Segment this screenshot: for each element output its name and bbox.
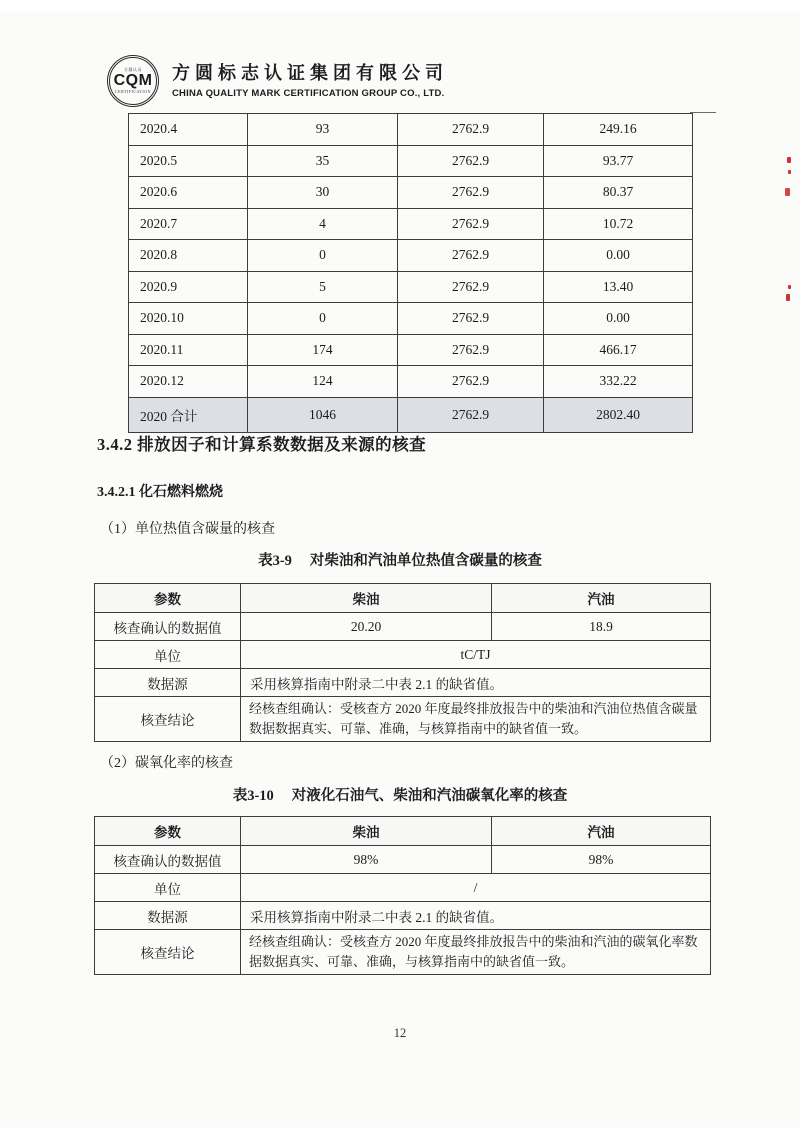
monthly-table-body — [129, 114, 693, 433]
col-header-diesel: 柴油 — [241, 584, 492, 613]
monthly-row — [129, 366, 693, 398]
list-item-2-heading: （2）碳氧化率的核查 — [100, 756, 233, 771]
row-label: 核查结论 — [95, 697, 241, 742]
row-label: 核查结论 — [95, 930, 241, 975]
monthly-cell: 2020.9 — [129, 271, 248, 303]
source-value: 采用核算指南中附录二中表 2.1 的缺省值。 — [241, 902, 711, 930]
monthly-cell: 0.00 — [544, 240, 693, 272]
scan-edge — [0, 0, 800, 12]
cqm-logo-icon — [107, 55, 159, 107]
col-header-diesel: 柴油 — [241, 817, 492, 846]
table-row — [95, 641, 711, 669]
col-header-gasoline: 汽油 — [492, 584, 711, 613]
monthly-row — [129, 334, 693, 366]
monthly-cell: 93.77 — [544, 145, 693, 177]
table-3-10 — [94, 816, 711, 975]
monthly-cell: 2020.11 — [129, 334, 248, 366]
col-header-param: 参数 — [95, 817, 241, 846]
monthly-cell: 2802.40 — [544, 397, 693, 432]
table-row — [95, 613, 711, 641]
monthly-row — [129, 145, 693, 177]
company-header — [172, 59, 448, 99]
monthly-cell: 2020.10 — [129, 303, 248, 335]
source-value: 采用核算指南中附录二中表 2.1 的缺省值。 — [241, 669, 711, 697]
conclusion-value: 经核查组确认：受核查方 2020 年度最终排放报告中的柴油和汽油位热值含碳量数据数据真实、可靠、准确，与核算指南中的缺省值一致。 — [241, 697, 711, 742]
monthly-cell: 2762.9 — [398, 114, 544, 146]
monthly-cell: 249.16 — [544, 114, 693, 146]
monthly-cell: 2020 合计 — [129, 397, 248, 432]
monthly-cell: 2020.12 — [129, 366, 248, 398]
table-row — [95, 846, 711, 874]
monthly-cell: 30 — [248, 177, 398, 209]
monthly-row — [129, 177, 693, 209]
monthly-row — [129, 271, 693, 303]
scan-line-artifact — [690, 112, 716, 113]
logo-text: CQM — [113, 72, 153, 89]
monthly-cell: 2762.9 — [398, 334, 544, 366]
monthly-cell: 10.72 — [544, 208, 693, 240]
monthly-cell: 2020.6 — [129, 177, 248, 209]
monthly-cell: 2020.5 — [129, 145, 248, 177]
monthly-cell: 332.22 — [544, 366, 693, 398]
monthly-cell: 2020.7 — [129, 208, 248, 240]
table-3-10-number: 表3-10 — [232, 788, 274, 804]
table-3-9-grid — [94, 583, 711, 742]
row-label: 核查确认的数据值 — [95, 846, 241, 874]
table-row — [95, 669, 711, 697]
monthly-cell: 2020.4 — [129, 114, 248, 146]
monthly-cell: 2762.9 — [398, 303, 544, 335]
row-label: 数据源 — [95, 902, 241, 930]
subsection-heading-3-4-2-1: 3.4.2.1 化石燃料燃烧 — [97, 485, 223, 500]
monthly-cell: 1046 — [248, 397, 398, 432]
col-header-gasoline: 汽油 — [492, 817, 711, 846]
monthly-cell: 2762.9 — [398, 271, 544, 303]
monthly-cell: 174 — [248, 334, 398, 366]
table-row — [95, 584, 711, 613]
monthly-row — [129, 303, 693, 335]
unit-value: tC/TJ — [241, 641, 711, 669]
monthly-cell: 2762.9 — [398, 397, 544, 432]
monthly-cell: 0.00 — [544, 303, 693, 335]
value-gasoline: 98% — [492, 846, 711, 874]
table-row — [95, 902, 711, 930]
monthly-cell: 124 — [248, 366, 398, 398]
logo-bottom-text: CERTIFICATION — [114, 89, 152, 94]
monthly-row — [129, 114, 693, 146]
value-gasoline: 18.9 — [492, 613, 711, 641]
table-row — [95, 930, 711, 975]
monthly-row — [129, 208, 693, 240]
monthly-cell: 0 — [248, 303, 398, 335]
monthly-data-table — [128, 113, 693, 433]
table-3-10-caption — [0, 784, 800, 805]
monthly-cell: 13.40 — [544, 271, 693, 303]
row-label: 单位 — [95, 641, 241, 669]
monthly-cell: 4 — [248, 208, 398, 240]
company-name-cn: 方圆标志认证集团有限公司 — [172, 63, 448, 83]
row-label: 单位 — [95, 874, 241, 902]
table-3-9-title: 对柴油和汽油单位热值含碳量的核查 — [309, 553, 542, 569]
monthly-cell: 35 — [248, 145, 398, 177]
monthly-row — [129, 240, 693, 272]
monthly-cell: 0 — [248, 240, 398, 272]
red-stamp-artifact — [787, 157, 791, 163]
table-row — [95, 697, 711, 742]
red-stamp-artifact — [785, 188, 790, 196]
section-heading-3-4-2: 3.4.2 排放因子和计算系数数据及来源的核查 — [97, 435, 427, 454]
row-label: 核查确认的数据值 — [95, 613, 241, 641]
table-3-9-number: 表3-9 — [258, 553, 292, 569]
value-diesel: 20.20 — [241, 613, 492, 641]
monthly-table — [128, 113, 693, 433]
company-name-en: CHINA QUALITY MARK CERTIFICATION GROUP CO., LTD. — [172, 88, 445, 99]
table-row — [95, 817, 711, 846]
monthly-cell: 2762.9 — [398, 208, 544, 240]
list-item-1-heading: （1）单位热值含碳量的核查 — [100, 522, 275, 537]
table-row — [95, 874, 711, 902]
monthly-cell: 93 — [248, 114, 398, 146]
table-3-10-title: 对液化石油气、柴油和汽油碳氧化率的核查 — [291, 788, 568, 804]
value-diesel: 98% — [241, 846, 492, 874]
monthly-cell: 2762.9 — [398, 145, 544, 177]
monthly-cell: 2762.9 — [398, 366, 544, 398]
monthly-cell: 466.17 — [544, 334, 693, 366]
page-number: 12 — [393, 1026, 407, 1040]
logo-top-text: 方圆认证 — [124, 67, 142, 72]
monthly-cell: 5 — [248, 271, 398, 303]
monthly-total-row — [129, 397, 693, 432]
table-3-9 — [94, 583, 711, 742]
red-stamp-artifact — [786, 294, 790, 301]
monthly-cell: 2762.9 — [398, 177, 544, 209]
row-label: 数据源 — [95, 669, 241, 697]
red-stamp-artifact — [788, 285, 791, 289]
red-stamp-artifact — [788, 170, 791, 174]
monthly-cell: 2020.8 — [129, 240, 248, 272]
monthly-cell: 80.37 — [544, 177, 693, 209]
conclusion-value: 经核查组确认：受核查方 2020 年度最终排放报告中的柴油和汽油的碳氧化率数据数据真实、可靠、准确，与核算指南中的缺省值一致。 — [241, 930, 711, 975]
table-3-9-caption — [0, 549, 800, 570]
unit-value: / — [241, 874, 711, 902]
monthly-cell: 2762.9 — [398, 240, 544, 272]
table-3-10-grid — [94, 816, 711, 975]
col-header-param: 参数 — [95, 584, 241, 613]
